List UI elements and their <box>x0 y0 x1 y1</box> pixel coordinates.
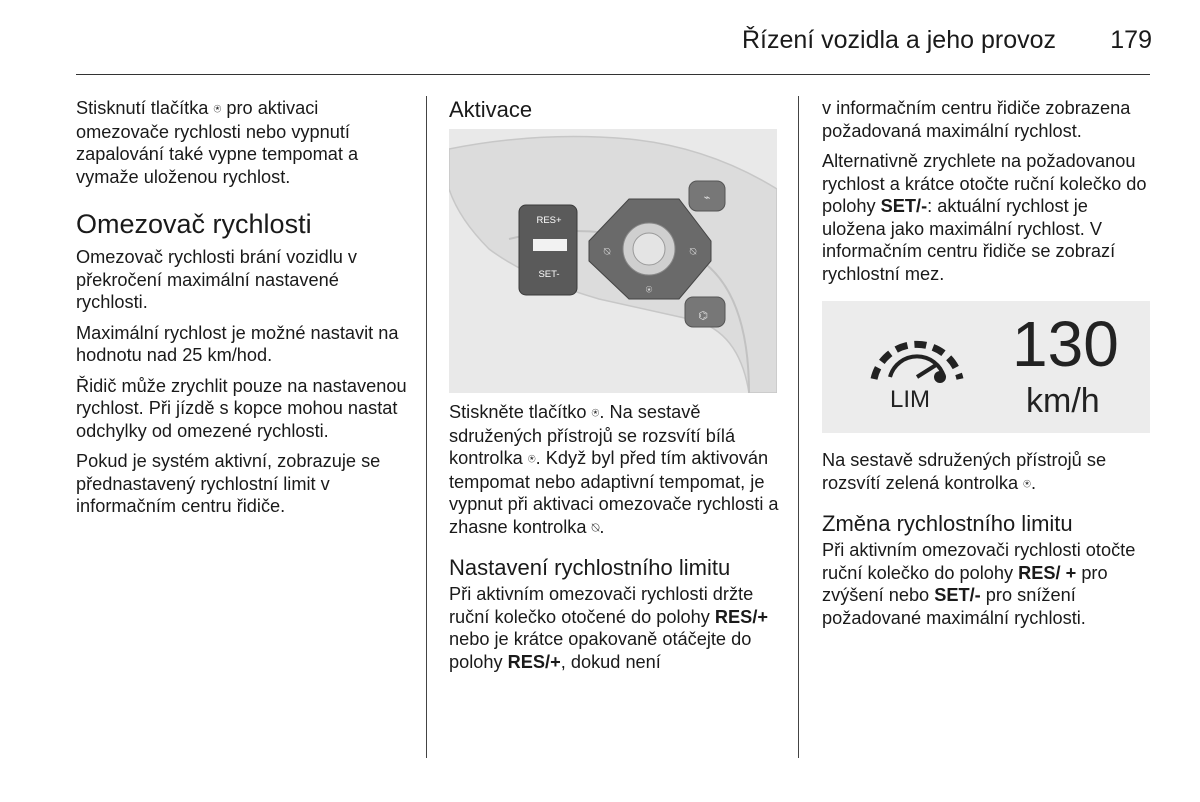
paragraph: v informačním centru řidiče zobrazena požadovaná maximální rychlost. <box>822 98 1131 141</box>
section-heading: Omezovač rychlosti <box>76 209 312 239</box>
limiter-label: LIM <box>890 386 931 413</box>
paragraph: Řidič může zrychlit pouze na nastavenou rychlost. Při jízdě s kopce mohou nastat odchylky od omezené rychlosti. <box>76 375 407 441</box>
subheading-set-limit: Nastavení rychlostního limitu <box>449 555 731 580</box>
header-rule <box>76 74 1150 75</box>
speed-limiter-icon: ⍟ <box>591 405 600 420</box>
speed-limiter-icon: ⍟ <box>527 451 536 466</box>
svg-text:⌬: ⌬ <box>698 309 708 322</box>
svg-text:⍟: ⍟ <box>645 283 653 296</box>
column-1 <box>76 97 412 526</box>
column-divider <box>798 96 799 758</box>
paragraph: Maximální rychlost je možné nastavit na hodnotu nad 25 km/hod. <box>76 322 399 365</box>
column-divider <box>426 96 427 758</box>
paragraph: Alternativně zrychlete na požadovanou rychlost a krátce otočte ruční kolečko do polohy SET/-: aktuální rychlost je uložena jako maximální rychlost. V informačním centru řidiče se zobrazí rychlostní mez. <box>822 151 1147 284</box>
column-2 <box>449 97 779 681</box>
paragraph: Pokud je systém aktivní, zobrazuje se přednastavený rychlostní limit v informačním centru řidiče. <box>76 451 381 516</box>
cruise-off-icon: ⍉ <box>591 519 600 535</box>
paragraph: Stisknutí tlačítka ⍟ pro aktivaci omezovače rychlosti nebo vypnutí zapalování také vypne tempomat a vymaže uloženou rychlost. <box>76 98 359 187</box>
section-heading-activation: Aktivace <box>449 97 533 122</box>
running-header-title: Řízení vozidla a jeho provoz <box>741 26 1056 54</box>
speed-limiter-icon: ⍟ <box>213 101 222 116</box>
subheading-change-limit: Změna rychlostního limitu <box>822 511 1073 536</box>
paragraph: Omezovač rychlosti brání vozidlu v překročení maximální nastavené rychlosti. <box>76 247 358 312</box>
speed-limit-display <box>822 301 1150 433</box>
speedometer-icon <box>862 317 972 387</box>
svg-text:⍉: ⍉ <box>603 245 611 258</box>
paragraph: Při aktivním omezovači rychlosti držte ruční kolečko otočené do polohy RES/+ nebo je krátce opakovaně otáčejte do polohy RES/+, dokud není <box>449 584 768 672</box>
svg-text:⌁: ⌁ <box>703 191 711 204</box>
speed-unit: km/h <box>1026 382 1100 420</box>
speed-limiter-icon: ⍟ <box>1023 475 1031 491</box>
paragraph: Stiskněte tlačítko ⍟. Na sestavě sdružených přístrojů se rozsvítí bílá kontrolka ⍟. Když byl před tím aktivován tempomat nebo adaptivní tempomat, je vypnut při aktivaci omezovače rychlosti a zhasne kontrolka ⍉. <box>449 401 779 539</box>
set-minus-label: SET- <box>538 269 560 280</box>
page-number: 179 <box>1110 26 1152 54</box>
column-3 <box>822 97 1150 637</box>
paragraph: Při aktivním omezovači rychlosti otočte ruční kolečko do polohy RES/ + pro zvýšení nebo SET/- pro snížení požadované maximální rychlosti. <box>822 540 1136 628</box>
res-plus-label: RES+ <box>536 215 562 226</box>
paragraph: Na sestavě sdružených přístrojů se rozsvítí zelená kontrolka ⍟. <box>822 449 1150 495</box>
steering-wheel-controls-figure <box>449 129 777 393</box>
svg-text:⍉: ⍉ <box>689 245 697 258</box>
speed-value: 130 <box>1012 308 1119 380</box>
